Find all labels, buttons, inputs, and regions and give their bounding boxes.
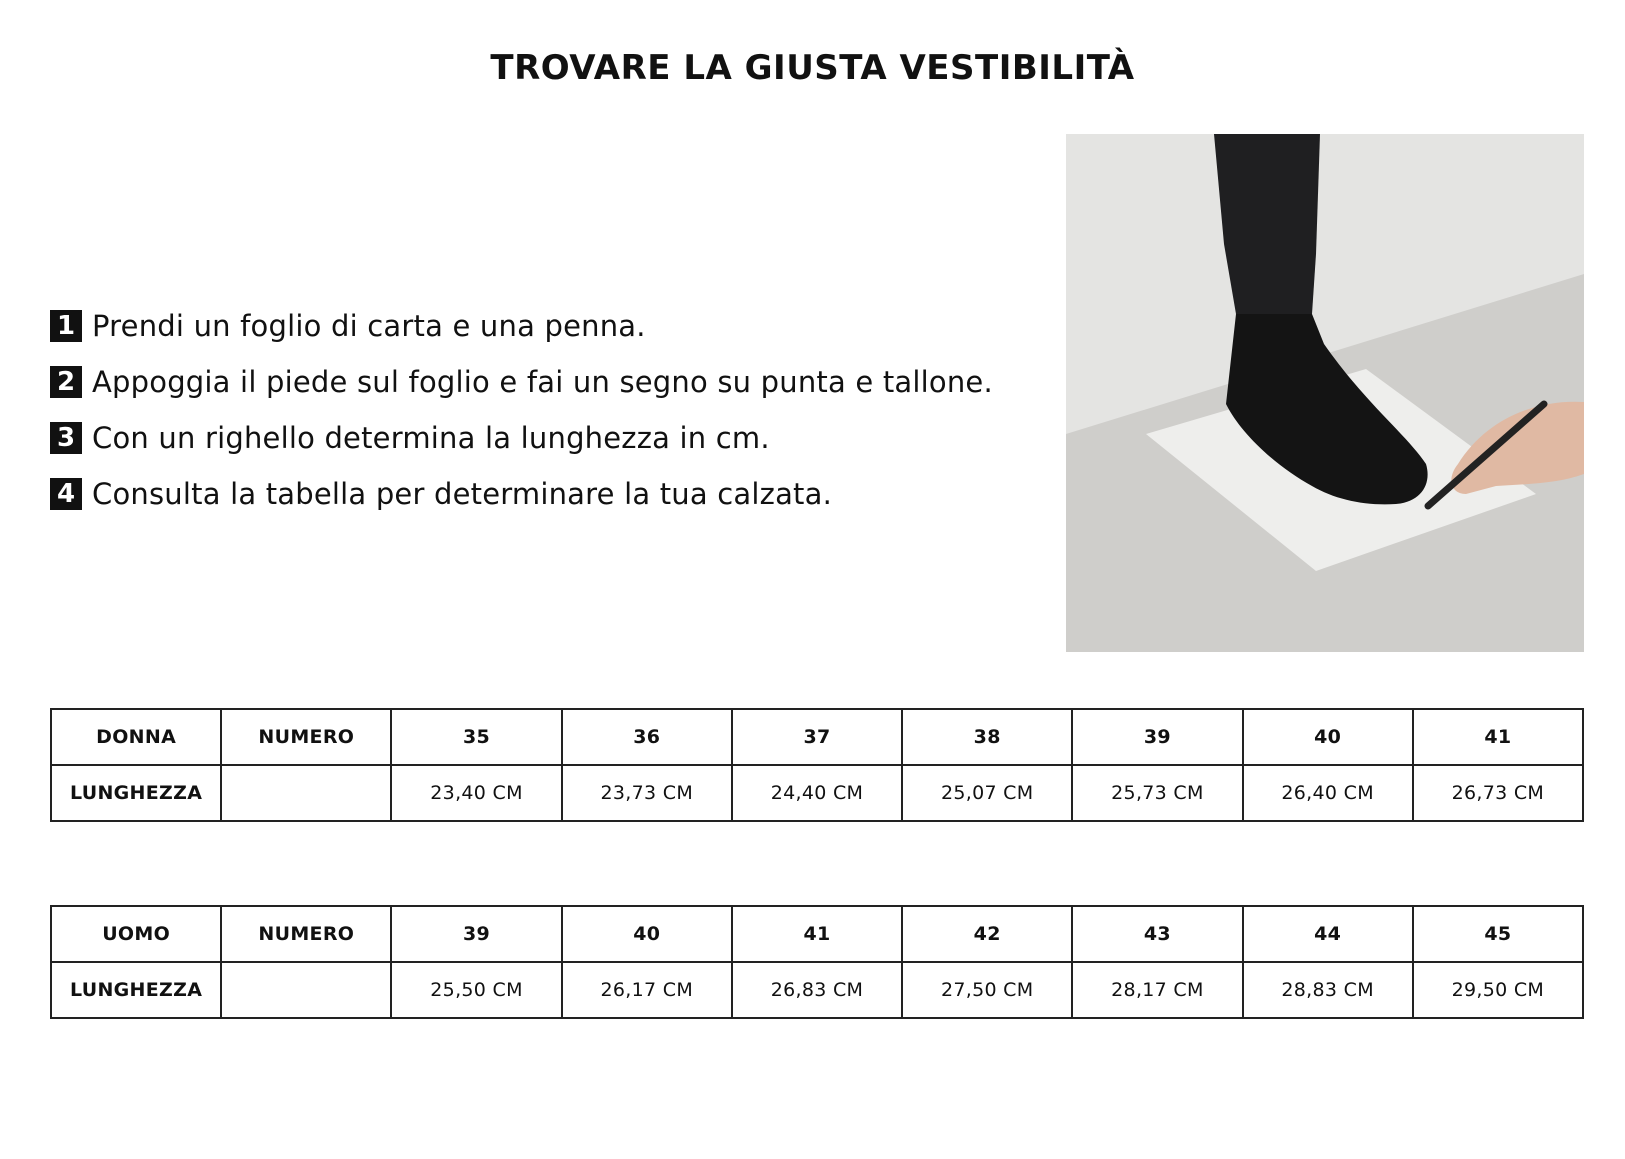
size-cell: 43	[1072, 906, 1242, 962]
step-number-badge: 4	[50, 478, 82, 510]
size-cell: 45	[1413, 906, 1583, 962]
length-cell: 26,40 CM	[1243, 765, 1413, 821]
size-cell: 42	[902, 906, 1072, 962]
length-cell: 26,17 CM	[562, 962, 732, 1018]
women-size-table	[50, 708, 1584, 822]
size-cell: 36	[562, 709, 732, 765]
length-cell: 23,40 CM	[391, 765, 561, 821]
length-cell: 28,17 CM	[1072, 962, 1242, 1018]
step-text: Prendi un foglio di carta e una penna.	[92, 309, 646, 343]
step-number-badge: 2	[50, 366, 82, 398]
foot-on-paper-illustration	[1066, 134, 1584, 652]
step-3	[50, 418, 1060, 458]
length-cell: 29,50 CM	[1413, 962, 1583, 1018]
length-cell: 24,40 CM	[732, 765, 902, 821]
step-text: Appoggia il piede sul foglio e fai un segno su punta e tallone.	[92, 365, 993, 399]
size-cell: 40	[1243, 709, 1413, 765]
length-cell: 28,83 CM	[1243, 962, 1413, 1018]
numero-label: NUMERO	[221, 709, 391, 765]
size-cell: 38	[902, 709, 1072, 765]
size-row	[51, 906, 1583, 962]
size-cell: 39	[391, 906, 561, 962]
step-text: Con un righello determina la lunghezza in cm.	[92, 421, 770, 455]
length-cell: 23,73 CM	[562, 765, 732, 821]
group-label: DONNA	[51, 709, 221, 765]
step-4	[50, 474, 1060, 514]
size-cell: 44	[1243, 906, 1413, 962]
length-row	[51, 765, 1583, 821]
length-cell: 26,73 CM	[1413, 765, 1583, 821]
size-cell: 35	[391, 709, 561, 765]
step-number-badge: 1	[50, 310, 82, 342]
measurement-steps	[50, 306, 1060, 530]
step-text: Consulta la tabella per determinare la tua calzata.	[92, 477, 833, 511]
empty-cell	[221, 962, 391, 1018]
foot-measurement-photo	[1066, 134, 1584, 652]
step-1	[50, 306, 1060, 346]
size-cell: 41	[732, 906, 902, 962]
size-cell: 39	[1072, 709, 1242, 765]
length-cell: 25,07 CM	[902, 765, 1072, 821]
page-title: TROVARE LA GIUSTA VESTIBILITÀ	[490, 48, 1135, 88]
length-cell: 26,83 CM	[732, 962, 902, 1018]
size-cell: 37	[732, 709, 902, 765]
length-label: LUNGHEZZA	[51, 765, 221, 821]
step-number-badge: 3	[50, 422, 82, 454]
length-cell: 25,50 CM	[391, 962, 561, 1018]
numero-label: NUMERO	[221, 906, 391, 962]
size-row	[51, 709, 1583, 765]
men-size-table	[50, 905, 1584, 1019]
length-row	[51, 962, 1583, 1018]
length-cell: 27,50 CM	[902, 962, 1072, 1018]
size-cell: 41	[1413, 709, 1583, 765]
length-label: LUNGHEZZA	[51, 962, 221, 1018]
length-cell: 25,73 CM	[1072, 765, 1242, 821]
group-label: UOMO	[51, 906, 221, 962]
step-2	[50, 362, 1060, 402]
empty-cell	[221, 765, 391, 821]
size-cell: 40	[562, 906, 732, 962]
